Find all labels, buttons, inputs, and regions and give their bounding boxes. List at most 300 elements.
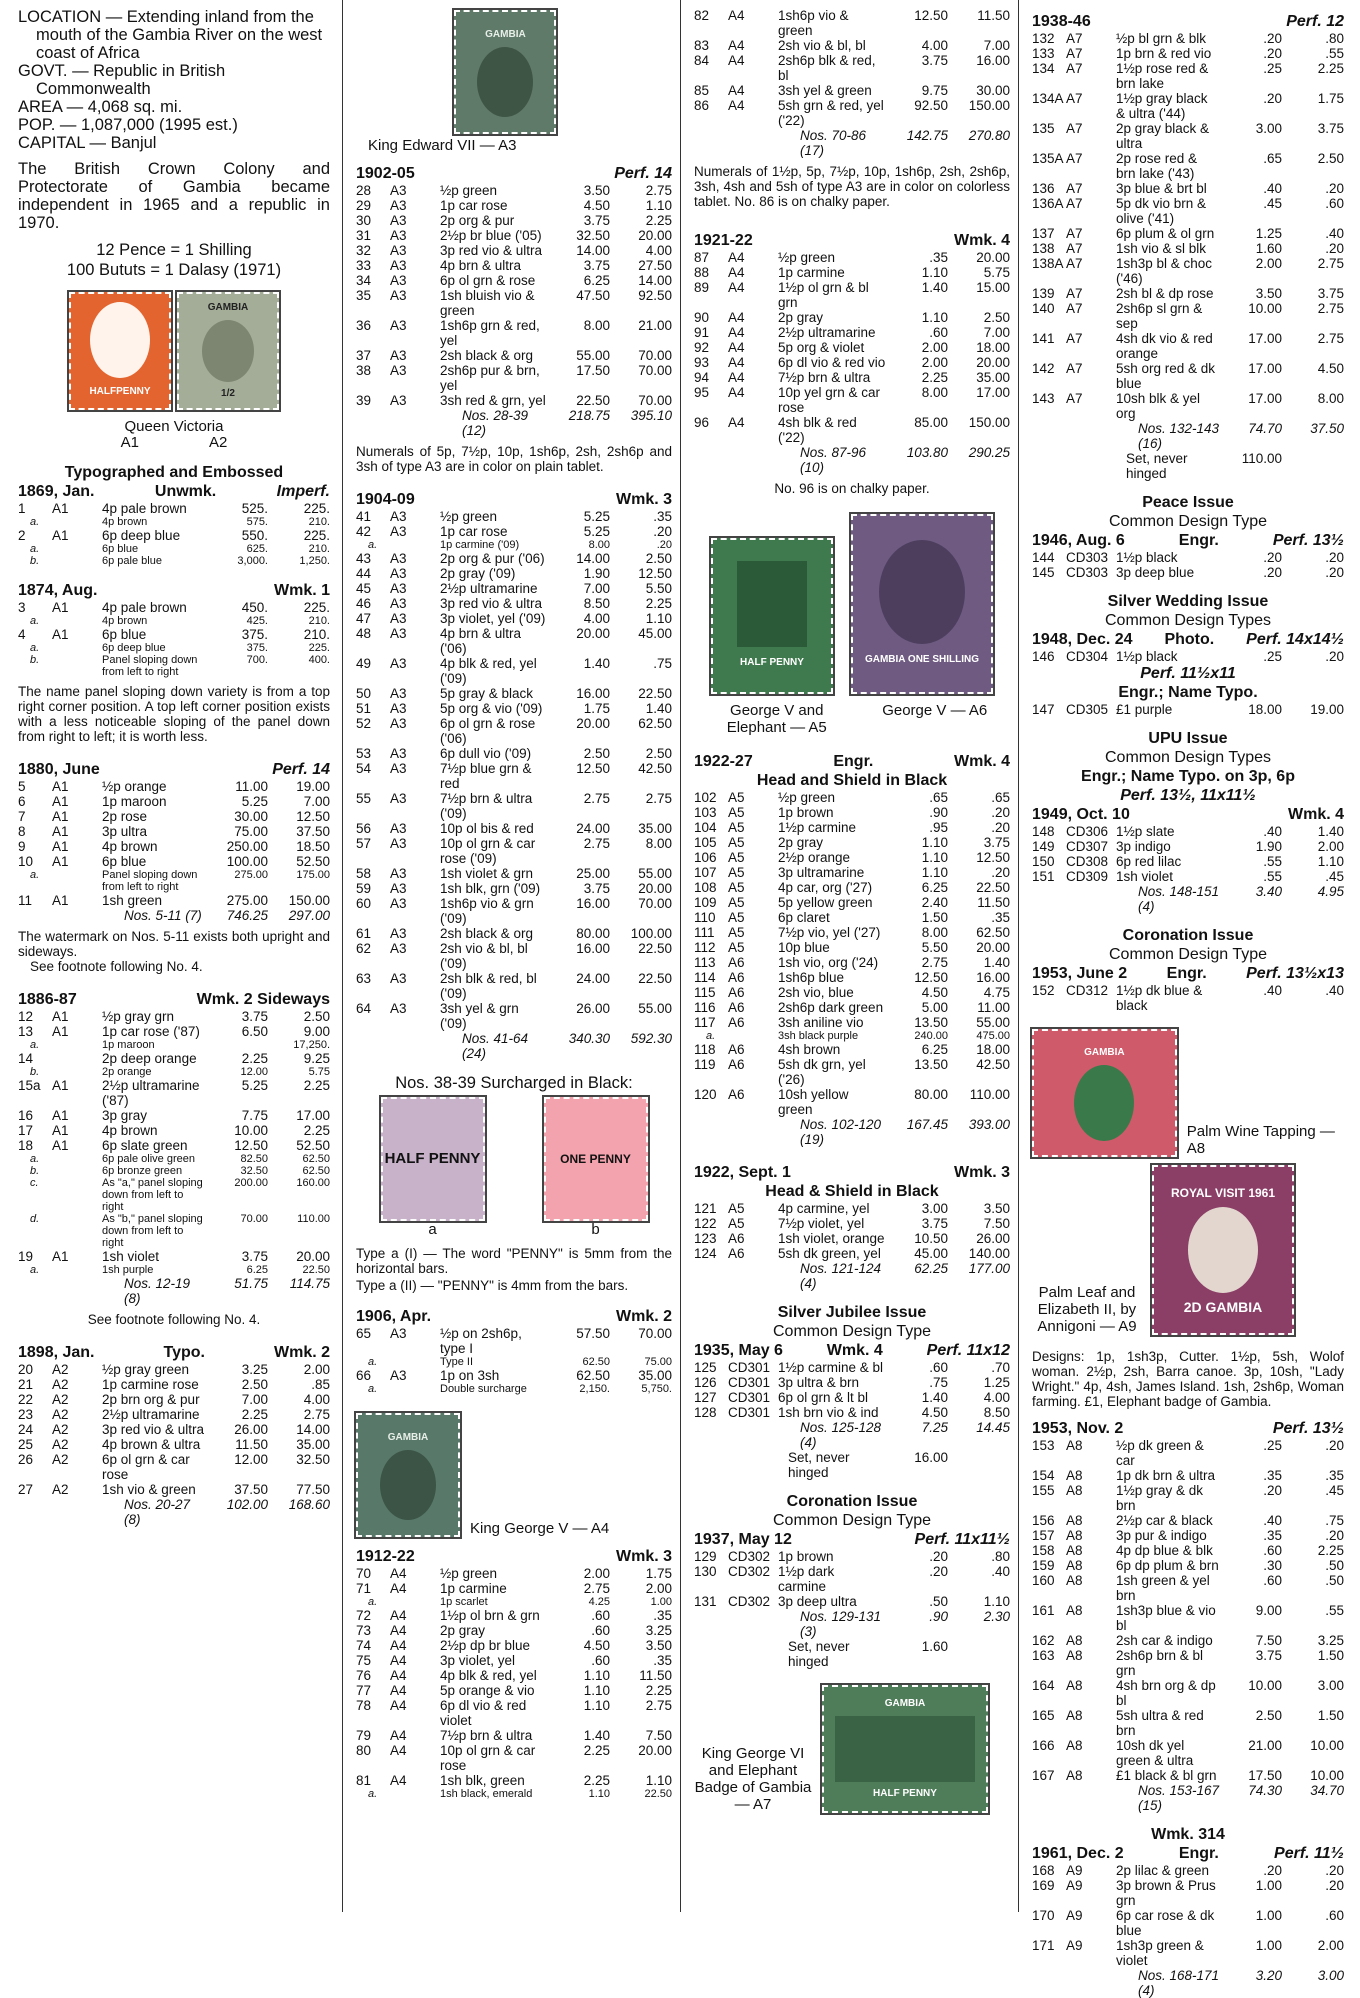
table-cell-n: 91 bbox=[694, 325, 710, 340]
table-cell-v1: .20 bbox=[929, 1549, 948, 1564]
table-cell-v1: 1.40 bbox=[583, 1728, 610, 1743]
table-cell-t bbox=[728, 1609, 778, 1639]
table-cell-d: 6p slate green bbox=[102, 1138, 188, 1153]
table-cell-v2: 20.00 bbox=[638, 881, 672, 896]
table-cell-v2 bbox=[1282, 451, 1344, 481]
table-cell-n: 170 bbox=[1032, 1908, 1055, 1923]
table-cell-t: A8 bbox=[1066, 1768, 1083, 1783]
table-cell-t: A3 bbox=[390, 821, 407, 836]
table-cell-d: 5p gray & black bbox=[440, 686, 534, 701]
table-cell-d: 6p deep blue bbox=[102, 642, 166, 654]
table-cell-d: 2sh6p sl grn & sep bbox=[1116, 301, 1203, 331]
table-cell-d: 2½p ultramarine ('87) bbox=[102, 1078, 200, 1108]
table-cell-v1: 12.50 bbox=[234, 1138, 268, 1153]
table-row bbox=[356, 1608, 672, 1623]
table-cell-v1: .30 bbox=[1263, 1558, 1282, 1573]
table-cell-t: A3 bbox=[390, 288, 407, 303]
table-row bbox=[356, 363, 672, 393]
table-cell-t: A4 bbox=[728, 325, 745, 340]
table-cell-v1: 3.20 bbox=[1255, 1968, 1282, 1983]
table-cell-n: b. bbox=[30, 1066, 40, 1078]
table-cell-d: ½p gray grn bbox=[102, 1009, 175, 1024]
table-row bbox=[356, 318, 672, 348]
table-cell-v2: 62.50 bbox=[976, 925, 1010, 940]
table-cell-n: a. bbox=[30, 1039, 40, 1051]
table-cell-v1: 12.00 bbox=[240, 1066, 268, 1078]
section-subtitle: Engr.; Name Typo. bbox=[1118, 684, 1258, 701]
table-cell-v2: 475.00 bbox=[976, 1030, 1010, 1042]
table-cell-n: 116 bbox=[694, 1000, 716, 1015]
table-cell-d: 2sh6p dark green bbox=[778, 1000, 884, 1015]
table-cell-v1: 746.25 bbox=[226, 908, 268, 923]
table-cell-d: 1sh blk, grn ('09) bbox=[440, 881, 541, 896]
table-cell-d: 2sh6p blk & red, bl bbox=[778, 53, 876, 83]
table-row bbox=[1032, 1908, 1344, 1938]
table-cell-n: a. bbox=[30, 869, 40, 881]
table-row bbox=[356, 626, 672, 656]
table-row bbox=[1032, 1438, 1344, 1468]
table-cell-n: 39 bbox=[356, 393, 372, 408]
table-cell-t bbox=[728, 1117, 778, 1147]
table-row bbox=[18, 555, 330, 567]
table-cell-t: CD304 bbox=[1066, 649, 1109, 664]
table-cell-d: 1sh violet & grn bbox=[440, 866, 534, 881]
table-row bbox=[694, 1405, 1010, 1420]
table-cell-n: 4 bbox=[18, 627, 26, 642]
table-cell-v2 bbox=[948, 1639, 1010, 1669]
table-row bbox=[18, 1452, 330, 1482]
table-cell-v1: 57.50 bbox=[576, 1326, 610, 1341]
table-cell-t: A1 bbox=[52, 1249, 69, 1264]
table-cell-v2: .20 bbox=[1325, 550, 1344, 565]
table-row bbox=[694, 910, 1010, 925]
table-cell-n: 117 bbox=[694, 1015, 716, 1030]
table-cell-d: 7½p violet, yel bbox=[778, 1216, 865, 1231]
table-cell-n: 138 bbox=[1032, 241, 1055, 256]
table-cell-v1: 16.00 bbox=[576, 941, 610, 956]
issue-header: 1948, Dec. 24 Photo. Perf. 14x14½ bbox=[1032, 631, 1344, 648]
table-cell-v2: .75 bbox=[1325, 1513, 1344, 1528]
table-cell-v2: 2.50 bbox=[303, 1009, 330, 1024]
table-cell-v2: 400. bbox=[308, 654, 330, 666]
table-cell-t: A1 bbox=[52, 1078, 69, 1093]
table-cell-v1: .20 bbox=[1263, 1863, 1282, 1878]
table-cell-v1: 22.50 bbox=[576, 393, 610, 408]
table-cell-v2: .20 bbox=[1325, 1863, 1344, 1878]
table-row bbox=[356, 716, 672, 746]
table-row bbox=[1032, 286, 1344, 301]
country-intro bbox=[18, 8, 330, 152]
table-cell-n: a. bbox=[706, 1030, 716, 1042]
table-row bbox=[1032, 1633, 1344, 1648]
issue-header: 1880, June Perf. 14 bbox=[18, 761, 330, 778]
stamp-image-a4: GAMBIA bbox=[356, 1413, 460, 1537]
table-cell-v1: .90 bbox=[929, 1609, 948, 1624]
table-cell-v2: 14.45 bbox=[976, 1420, 1010, 1435]
table-cell-t: A5 bbox=[728, 1201, 745, 1216]
table-cell-t bbox=[728, 1450, 778, 1480]
table-row bbox=[1032, 1878, 1344, 1908]
table-cell-t: A2 bbox=[52, 1452, 69, 1467]
table-row bbox=[18, 528, 330, 543]
table-cell-d: 1sh purple bbox=[102, 1264, 154, 1276]
table-cell-v2: 10.00 bbox=[1310, 1768, 1344, 1783]
table-cell-d: Nos. 20-27 (8) bbox=[124, 1497, 191, 1527]
table-cell-n: 62 bbox=[356, 941, 372, 956]
table-cell-d: 5p yellow green bbox=[778, 895, 873, 910]
table-cell-v1: .60 bbox=[1263, 1543, 1282, 1558]
table-row bbox=[18, 1213, 330, 1249]
table-cell-n: a. bbox=[30, 516, 40, 528]
table-cell-v2: 4.75 bbox=[983, 985, 1010, 1000]
table-cell-v2: 1.40 bbox=[1317, 824, 1344, 839]
table-row bbox=[694, 1549, 1010, 1564]
table-cell-t: A5 bbox=[728, 1216, 745, 1231]
table-cell-v1: 16.00 bbox=[576, 686, 610, 701]
pop-text: POP. — 1,087,000 (1995 est.) bbox=[18, 116, 238, 134]
table-cell-t: A6 bbox=[728, 1057, 745, 1072]
table-cell-v2: 2.75 bbox=[303, 1407, 330, 1422]
table-cell-v2: 1.50 bbox=[1317, 1648, 1344, 1663]
table-cell-v2: 18.00 bbox=[976, 1042, 1010, 1057]
table-cell-v1: 82.50 bbox=[240, 1153, 268, 1165]
table-cell-v2: 20.00 bbox=[638, 228, 672, 243]
table-cell-t: CD303 bbox=[1066, 550, 1109, 565]
issue-header: 1937, May 12 Perf. 11x11½ bbox=[694, 1531, 1010, 1548]
table-row bbox=[356, 198, 672, 213]
table-cell-n bbox=[1032, 884, 1066, 914]
table-cell-d: 1sh green & yel brn bbox=[1116, 1573, 1210, 1603]
table-cell-d: 4p brn & ultra bbox=[440, 258, 522, 273]
footnote: Numerals of 1½p, 5p, 7½p, 10p, 1sh6p, 2sh, 2sh6p, 3sh, 4sh and 5sh of type A3 are in color on colorless tablet. No. 86 is on chalky paper. bbox=[694, 164, 1010, 209]
table-cell-n: 15a bbox=[18, 1078, 41, 1093]
table-cell-n: 5 bbox=[18, 779, 26, 794]
table-cell-t: A3 bbox=[390, 509, 407, 524]
table-cell-v2: 3.25 bbox=[645, 1623, 672, 1638]
table-cell-d: 3p blue & brt bl bbox=[1116, 181, 1207, 196]
table-cell-d: ½p dk green & car bbox=[1116, 1438, 1204, 1468]
table-cell-v2: 7.00 bbox=[303, 794, 330, 809]
table-cell-d: 7½p brn & ultra ('09) bbox=[440, 791, 533, 821]
table-cell-v1: 17.00 bbox=[1248, 361, 1282, 376]
table-row bbox=[1032, 451, 1344, 481]
table-cell-n: 109 bbox=[694, 895, 717, 910]
table-row bbox=[356, 393, 672, 408]
table-cell-t: A1 bbox=[52, 893, 69, 908]
table-row bbox=[694, 1042, 1010, 1057]
table-row bbox=[1032, 839, 1344, 854]
table-cell-v2: 2.25 bbox=[645, 1683, 672, 1698]
table-cell-n: 152 bbox=[1032, 983, 1055, 998]
table-cell-n: 46 bbox=[356, 596, 372, 611]
table-cell-v1: .60 bbox=[929, 1360, 948, 1375]
table-cell-n: 114 bbox=[694, 970, 716, 985]
table-cell-d: 3p brown & Prus grn bbox=[1116, 1878, 1216, 1908]
table-cell-d: 4p brown & ultra bbox=[102, 1437, 201, 1452]
table-cell-v2: .40 bbox=[1325, 983, 1344, 998]
table-cell-v2: 210. bbox=[308, 516, 330, 528]
table-row bbox=[356, 1773, 672, 1788]
table-cell-t: A9 bbox=[1066, 1938, 1083, 1953]
table-cell-v1: 74.70 bbox=[1248, 421, 1282, 436]
table-cell-t: A4 bbox=[390, 1773, 407, 1788]
table-cell-t: A7 bbox=[1066, 91, 1083, 106]
table-cell-t: A6 bbox=[728, 1246, 745, 1261]
table-row bbox=[356, 701, 672, 716]
table-row bbox=[1032, 241, 1344, 256]
table-cell-n bbox=[694, 1639, 728, 1669]
table-row bbox=[1032, 391, 1344, 421]
stamp-table bbox=[694, 250, 1010, 475]
table-cell-t: A8 bbox=[1066, 1648, 1083, 1663]
table-cell-v1: 2.75 bbox=[583, 836, 610, 851]
table-cell-v1: 1.00 bbox=[1255, 1908, 1282, 1923]
table-cell-t: A4 bbox=[728, 415, 745, 430]
table-cell-n: 48 bbox=[356, 626, 372, 641]
table-cell-v1: .65 bbox=[929, 790, 948, 805]
table-cell-n: 42 bbox=[356, 524, 372, 539]
table-cell-t: A3 bbox=[390, 881, 407, 896]
table-cell-n: 102 bbox=[694, 790, 717, 805]
table-cell-t: A3 bbox=[390, 198, 407, 213]
table-cell-n: 92 bbox=[694, 340, 710, 355]
table-cell-n: 86 bbox=[694, 98, 710, 113]
table-cell-t: A3 bbox=[390, 551, 407, 566]
table-cell-t: A1 bbox=[52, 627, 69, 642]
table-cell-d: Nos. 28-39 (12) bbox=[462, 408, 529, 438]
table-cell-n: 141 bbox=[1032, 331, 1055, 346]
table-cell-t: A8 bbox=[1066, 1558, 1083, 1573]
table-cell-n: 134A bbox=[1032, 91, 1064, 106]
table-cell-v2: .45 bbox=[1325, 869, 1344, 884]
table-cell-d: Set, never hinged bbox=[788, 1639, 850, 1669]
table-cell-v2: 2.75 bbox=[645, 1698, 672, 1713]
table-cell-v1: .20 bbox=[1263, 1483, 1282, 1498]
table-cell-v2: 5,750. bbox=[641, 1383, 672, 1395]
table-cell-v1: .50 bbox=[929, 1594, 948, 1609]
table-cell-n: 110 bbox=[694, 910, 716, 925]
table-cell-n: 80 bbox=[356, 1743, 372, 1758]
table-cell-v1: 3.00 bbox=[1255, 121, 1282, 136]
table-cell-n: a. bbox=[30, 1264, 40, 1276]
table-cell-v1: 2.75 bbox=[583, 791, 610, 806]
table-cell-v2: 140.00 bbox=[968, 1246, 1010, 1261]
table-row bbox=[694, 98, 1010, 128]
stamp-table bbox=[694, 790, 1010, 1147]
table-cell-n: 154 bbox=[1032, 1468, 1055, 1483]
table-cell-v2: 150.00 bbox=[968, 98, 1010, 113]
table-cell-v2: .60 bbox=[1325, 1908, 1344, 1923]
table-cell-v2: 70.00 bbox=[638, 363, 672, 378]
table-row bbox=[1032, 1483, 1344, 1513]
table-cell-t: A7 bbox=[1066, 196, 1083, 211]
table-cell-v1: .60 bbox=[591, 1623, 610, 1638]
table-cell-n: 84 bbox=[694, 53, 710, 68]
table-cell-d: 5sh ultra & red brn bbox=[1116, 1708, 1204, 1738]
table-row bbox=[356, 408, 672, 438]
figure-caption: Nos. 38-39 Surcharged in Black: bbox=[395, 1074, 633, 1092]
table-cell-n: 55 bbox=[356, 791, 372, 806]
table-cell-t: A3 bbox=[390, 524, 407, 539]
table-cell-v1: 1.10 bbox=[921, 850, 948, 865]
table-cell-t: A6 bbox=[728, 955, 745, 970]
table-row bbox=[18, 908, 330, 923]
table-cell-n: 123 bbox=[694, 1231, 717, 1246]
table-cell-t: A4 bbox=[390, 1698, 407, 1713]
table-cell-d: 4p carmine, yel bbox=[778, 1201, 870, 1216]
table-cell-t bbox=[1066, 421, 1116, 451]
table-cell-v1: 7.75 bbox=[241, 1108, 268, 1123]
table-cell-t: A3 bbox=[390, 761, 407, 776]
table-cell-v1: 1.90 bbox=[583, 566, 610, 581]
table-cell-d: Nos. 168-171 (4) bbox=[1138, 1968, 1220, 1998]
table-cell-d: 1sh violet, orange bbox=[778, 1231, 885, 1246]
stamp-image-a2: GAMBIA 1/2 bbox=[177, 292, 279, 410]
table-cell-n: a. bbox=[368, 539, 378, 551]
table-cell-n: 11 bbox=[18, 893, 33, 908]
table-cell-v2: 2.00 bbox=[1317, 839, 1344, 854]
table-row bbox=[18, 869, 330, 893]
table-row bbox=[694, 1639, 1010, 1669]
figure-label: A2 bbox=[209, 434, 228, 451]
table-cell-d: 4sh brn org & dp bl bbox=[1116, 1678, 1216, 1708]
table-row bbox=[18, 1138, 330, 1153]
table-cell-n: a. bbox=[30, 642, 40, 654]
table-cell-v2: 2.25 bbox=[303, 1123, 330, 1138]
section-title: Typographed and Embossed bbox=[64, 464, 284, 481]
table-cell-n: 136 bbox=[1032, 181, 1055, 196]
table-cell-v1: 3.75 bbox=[583, 213, 610, 228]
table-cell-d: Nos. 129-131 (3) bbox=[800, 1609, 882, 1639]
table-row bbox=[356, 821, 672, 836]
table-row bbox=[694, 83, 1010, 98]
stamp-table bbox=[356, 1326, 672, 1395]
table-cell-t bbox=[52, 908, 102, 923]
table-cell-t: A3 bbox=[390, 746, 407, 761]
table-cell-d: 4sh blk & red ('22) bbox=[778, 415, 857, 445]
table-cell-d: 2p gray bbox=[440, 1623, 486, 1638]
table-cell-n: 64 bbox=[356, 1001, 372, 1016]
table-cell-n: 75 bbox=[356, 1653, 372, 1668]
table-cell-n: 24 bbox=[18, 1422, 34, 1437]
table-cell-t: A3 bbox=[390, 941, 407, 956]
table-cell-n: 134 bbox=[1032, 61, 1055, 76]
table-cell-n: 74 bbox=[356, 1638, 372, 1653]
table-cell-v1: .35 bbox=[929, 250, 948, 265]
table-cell-v2: 5.75 bbox=[308, 1066, 330, 1078]
table-cell-t: A3 bbox=[390, 791, 407, 806]
table-cell-d: 3p pur & indigo bbox=[1116, 1528, 1207, 1543]
table-cell-v2: 2.25 bbox=[303, 1078, 330, 1093]
table-cell-t: A3 bbox=[390, 926, 407, 941]
table-cell-n: 162 bbox=[1032, 1633, 1055, 1648]
table-cell-n: 133 bbox=[1032, 46, 1055, 61]
table-row bbox=[1032, 301, 1344, 331]
table-row bbox=[18, 1362, 330, 1377]
table-cell-v1: 51.75 bbox=[234, 1276, 268, 1291]
table-cell-v2: 11.50 bbox=[639, 1668, 672, 1683]
issue-header: 1921-22 Wmk. 4 bbox=[694, 232, 1010, 249]
section-title: Peace Issue bbox=[1142, 494, 1234, 511]
table-cell-v2: 2.75 bbox=[645, 183, 672, 198]
table-cell-v2: 1,250. bbox=[299, 555, 330, 567]
table-cell-v2: 225. bbox=[303, 528, 330, 543]
table-row bbox=[1032, 151, 1344, 181]
table-row bbox=[18, 1407, 330, 1422]
table-cell-d: 5sh org red & dk blue bbox=[1116, 361, 1216, 391]
table-cell-v2: .35 bbox=[653, 1608, 672, 1623]
table-cell-v1: 3.75 bbox=[921, 53, 948, 68]
table-cell-v1: 2.00 bbox=[921, 355, 948, 370]
table-cell-n bbox=[694, 128, 728, 158]
table-cell-t: CD302 bbox=[728, 1549, 771, 1564]
table-cell-v2: 2.50 bbox=[645, 746, 672, 761]
table-row bbox=[694, 1000, 1010, 1015]
table-cell-d: Nos. 125-128 (4) bbox=[800, 1420, 882, 1450]
table-cell-d: Nos. 102-120 (19) bbox=[800, 1117, 882, 1147]
table-cell-v2: 35.00 bbox=[976, 370, 1010, 385]
table-cell-n: 159 bbox=[1032, 1558, 1055, 1573]
table-cell-d: 10sh dk yel green & ultra bbox=[1116, 1738, 1194, 1768]
table-cell-v1: 6.50 bbox=[241, 1024, 268, 1039]
table-cell-d: 2p org & pur bbox=[440, 213, 515, 228]
table-cell-v2: .20 bbox=[1325, 241, 1344, 256]
stamp-table bbox=[356, 183, 672, 438]
table-cell-t bbox=[52, 1276, 102, 1306]
table-row bbox=[694, 850, 1010, 865]
table-cell-d: 2sh vio & bl, bl ('09) bbox=[440, 941, 528, 971]
table-cell-t bbox=[1066, 884, 1116, 914]
table-row bbox=[694, 895, 1010, 910]
table-row bbox=[1032, 1603, 1344, 1633]
table-cell-n: 78 bbox=[356, 1698, 372, 1713]
table-cell-v2: 1.10 bbox=[1317, 854, 1344, 869]
table-cell-v2 bbox=[948, 1450, 1010, 1480]
table-row bbox=[356, 1728, 672, 1743]
table-cell-n: 137 bbox=[1032, 226, 1055, 241]
table-cell-n: 165 bbox=[1032, 1708, 1055, 1723]
table-cell-n: b. bbox=[30, 654, 40, 666]
table-cell-d: 6p blue bbox=[102, 627, 147, 642]
table-cell-d: 4p pale brown bbox=[102, 501, 187, 516]
table-cell-t: CD302 bbox=[728, 1564, 771, 1579]
table-cell-d: 3sh black purple bbox=[778, 1030, 859, 1042]
table-cell-n: 88 bbox=[694, 265, 710, 280]
table-row bbox=[694, 820, 1010, 835]
table-cell-v1: 450. bbox=[241, 600, 268, 615]
table-row bbox=[694, 1594, 1010, 1609]
table-cell-v1: 85.00 bbox=[914, 415, 948, 430]
table-cell-v2: 21.00 bbox=[638, 318, 672, 333]
table-cell-t: A4 bbox=[728, 250, 745, 265]
table-cell-v1: 142.75 bbox=[906, 128, 948, 143]
table-cell-n: 9 bbox=[18, 839, 26, 854]
table-cell-v1: 17.50 bbox=[576, 363, 610, 378]
table-cell-v2: 1.10 bbox=[645, 1773, 672, 1788]
stamp-table bbox=[694, 1360, 1010, 1480]
table-cell-d: Nos. 41-64 (24) bbox=[462, 1031, 529, 1061]
table-cell-v1: 12.50 bbox=[914, 970, 948, 985]
issue-header: 1922-27 Engr. Wmk. 4 bbox=[694, 753, 1010, 770]
column-divider bbox=[680, 0, 681, 1912]
stamp-image-a3: GAMBIA bbox=[454, 10, 556, 134]
table-cell-d: 3p ultra bbox=[102, 824, 148, 839]
table-row bbox=[1032, 854, 1344, 869]
issue-header: 1949, Oct. 10 Wmk. 4 bbox=[1032, 806, 1344, 823]
table-row bbox=[356, 761, 672, 791]
table-cell-d: 4p blk & red, yel bbox=[440, 1668, 537, 1683]
table-cell-t bbox=[52, 1213, 102, 1249]
